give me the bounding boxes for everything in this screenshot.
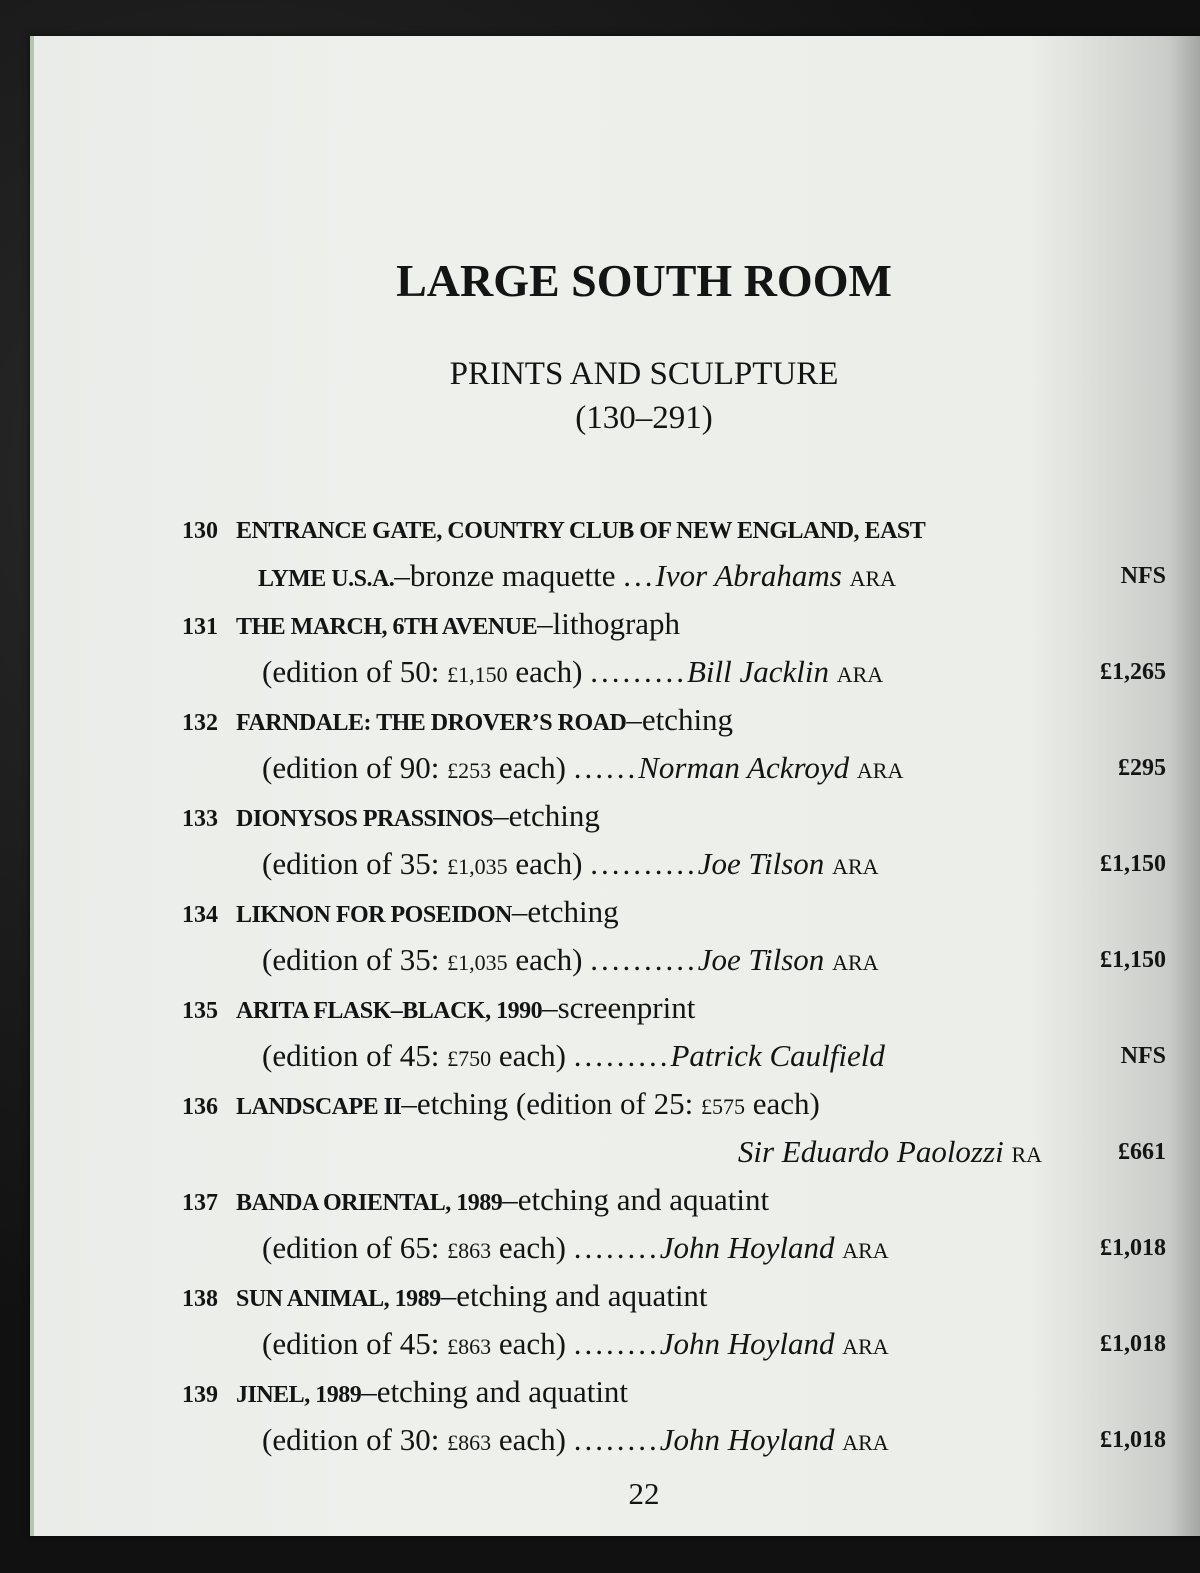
catalogue-entries <box>182 504 1166 1464</box>
entry-honor: RA <box>1011 1142 1042 1167</box>
entry-honor: ARA <box>842 1238 889 1263</box>
page-content <box>34 36 1200 1536</box>
entry-artist: Joe Tilson <box>697 846 825 881</box>
entry-price: £1,018 <box>1100 1331 1166 1357</box>
entry-honor: ARA <box>856 758 904 783</box>
catalogue-entry-139 <box>182 1368 1166 1464</box>
entry-title-continued: LYME U.S.A. <box>258 566 395 592</box>
entry-number: 139 <box>182 1382 218 1408</box>
entry-medium: –etching (edition of 25: <box>401 1086 694 1121</box>
catalogue-entry-133 <box>182 792 1166 888</box>
edition-close: each) <box>498 1422 566 1457</box>
entry-title: JINEL, 1989 <box>236 1382 362 1408</box>
edition-close: each) <box>515 846 583 881</box>
entry-price: £1,150 <box>1100 947 1166 973</box>
entry-artist: Patrick Caulfield <box>670 1038 885 1073</box>
catalogue-entry-132 <box>182 696 1166 792</box>
entry-title: SUN ANIMAL, 1989 <box>236 1286 441 1312</box>
edition-open: (edition of 90: <box>262 750 440 785</box>
entry-honor: ARA <box>849 566 897 591</box>
entry-artist: John Hoyland <box>659 1422 835 1457</box>
entry-honor: ARA <box>842 1334 889 1359</box>
entry-title: LANDSCAPE II <box>236 1094 402 1120</box>
entry-number: 132 <box>182 710 218 736</box>
entry-title: DIONYSOS PRASSINOS <box>236 806 494 832</box>
leader-dots: ......... <box>590 654 687 689</box>
edition-close: each) <box>498 750 566 785</box>
edition-close: each) <box>752 1086 820 1121</box>
catalogue-entry-131 <box>182 600 1166 696</box>
page-number: 22 <box>628 1476 660 1511</box>
entry-medium: –etching and aquatint <box>361 1374 629 1409</box>
edition-open: (edition of 45: <box>262 1326 440 1361</box>
edition-open: (edition of 65: <box>262 1230 440 1265</box>
entry-medium: –etching and aquatint <box>440 1278 708 1313</box>
entry-title: ENTRANCE GATE, COUNTRY CLUB OF NEW ENGLAND, EAST <box>236 518 926 544</box>
entry-number: 133 <box>182 806 218 832</box>
entry-honor: ARA <box>842 1430 889 1455</box>
entry-honor: ARA <box>836 662 884 687</box>
leader-dots: .......... <box>590 942 698 977</box>
leader-dots: ......... <box>573 1038 671 1073</box>
entry-price: £1,150 <box>1100 851 1166 877</box>
edition-close: each) <box>498 1038 566 1073</box>
entry-number: 130 <box>182 518 218 544</box>
entry-medium: –bronze maquette <box>394 558 616 593</box>
entry-medium: –lithograph <box>537 606 681 641</box>
entry-number: 134 <box>182 902 218 928</box>
section-title: PRINTS AND SCULPTURE <box>449 356 839 392</box>
entry-price: NFS <box>1120 563 1166 589</box>
entry-title: ARITA FLASK–BLACK, 1990 <box>236 998 543 1024</box>
edition-close: each) <box>498 1230 566 1265</box>
edition-price: £863 <box>447 1238 492 1263</box>
catalogue-entry-137 <box>182 1176 1166 1272</box>
entry-price: NFS <box>1120 1043 1166 1069</box>
edition-open: (edition of 35: <box>262 942 440 977</box>
edition-price: £1,035 <box>447 854 508 879</box>
catalogue-entry-130 <box>182 504 1166 600</box>
edition-close: each) <box>498 1326 566 1361</box>
edition-close: each) <box>515 942 583 977</box>
leader-dots: .......... <box>590 846 698 881</box>
section-range: (130–291) <box>575 400 713 436</box>
entry-honor: ARA <box>832 854 879 879</box>
edition-price: £863 <box>447 1334 492 1359</box>
entry-medium: –etching and aquatint <box>502 1182 770 1217</box>
entry-artist: Joe Tilson <box>697 942 825 977</box>
edition-open: (edition of 35: <box>262 846 440 881</box>
entry-price: £1,265 <box>1100 659 1166 685</box>
entry-medium: –etching <box>511 894 619 929</box>
entry-title: THE MARCH, 6TH AVENUE <box>236 614 538 640</box>
entry-artist: John Hoyland <box>659 1230 835 1265</box>
entry-price: £661 <box>1118 1139 1166 1165</box>
entry-artist: Norman Ackroyd <box>638 750 850 785</box>
entry-number: 137 <box>182 1190 218 1216</box>
edition-price: £253 <box>447 758 492 783</box>
entry-price: £1,018 <box>1100 1235 1166 1261</box>
catalogue-entry-135 <box>182 984 1166 1080</box>
edition-open: (edition of 45: <box>262 1038 440 1073</box>
edition-price: £1,035 <box>447 950 508 975</box>
edition-price: £863 <box>447 1430 492 1455</box>
entry-title: FARNDALE: THE DROVER’S ROAD <box>236 710 627 736</box>
entry-price: £1,018 <box>1100 1427 1166 1453</box>
catalogue-entry-134 <box>182 888 1166 984</box>
entry-number: 136 <box>182 1094 218 1120</box>
artist-credit <box>738 1128 1042 1179</box>
entry-artist: Ivor Abrahams <box>655 558 842 593</box>
edition-price: £1,150 <box>447 662 508 687</box>
catalogue-entry-136 <box>182 1080 1166 1176</box>
entry-number: 138 <box>182 1286 218 1312</box>
edition-open: (edition of 50: <box>262 654 440 689</box>
leader-dots: ........ <box>573 1230 660 1265</box>
edition-open: (edition of 30: <box>262 1422 440 1457</box>
entry-medium: –etching <box>626 702 734 737</box>
room-title: LARGE SOUTH ROOM <box>396 255 892 306</box>
edition-price: £750 <box>447 1046 492 1071</box>
leader-dots: ...... <box>573 750 639 785</box>
leader-dots: ... <box>623 558 656 593</box>
entry-artist: Bill Jacklin <box>686 654 829 689</box>
edition-close: each) <box>515 654 583 689</box>
leader-dots: ........ <box>573 1422 660 1457</box>
catalogue-entry-138 <box>182 1272 1166 1368</box>
entry-number: 135 <box>182 998 218 1024</box>
edition-price: £575 <box>700 1094 745 1119</box>
entry-price: £295 <box>1118 755 1166 781</box>
leader-dots: ........ <box>573 1326 660 1361</box>
entry-honor: ARA <box>832 950 879 975</box>
entry-artist: Sir Eduardo Paolozzi <box>737 1134 1004 1169</box>
entry-number: 131 <box>182 614 218 640</box>
entry-title: BANDA ORIENTAL, 1989 <box>236 1190 503 1216</box>
entry-medium: –etching <box>493 798 600 833</box>
entry-artist: John Hoyland <box>659 1326 835 1361</box>
catalogue-page <box>30 36 1200 1536</box>
entry-title: LIKNON FOR POSEIDON <box>236 902 512 928</box>
entry-medium: –screenprint <box>542 990 696 1025</box>
